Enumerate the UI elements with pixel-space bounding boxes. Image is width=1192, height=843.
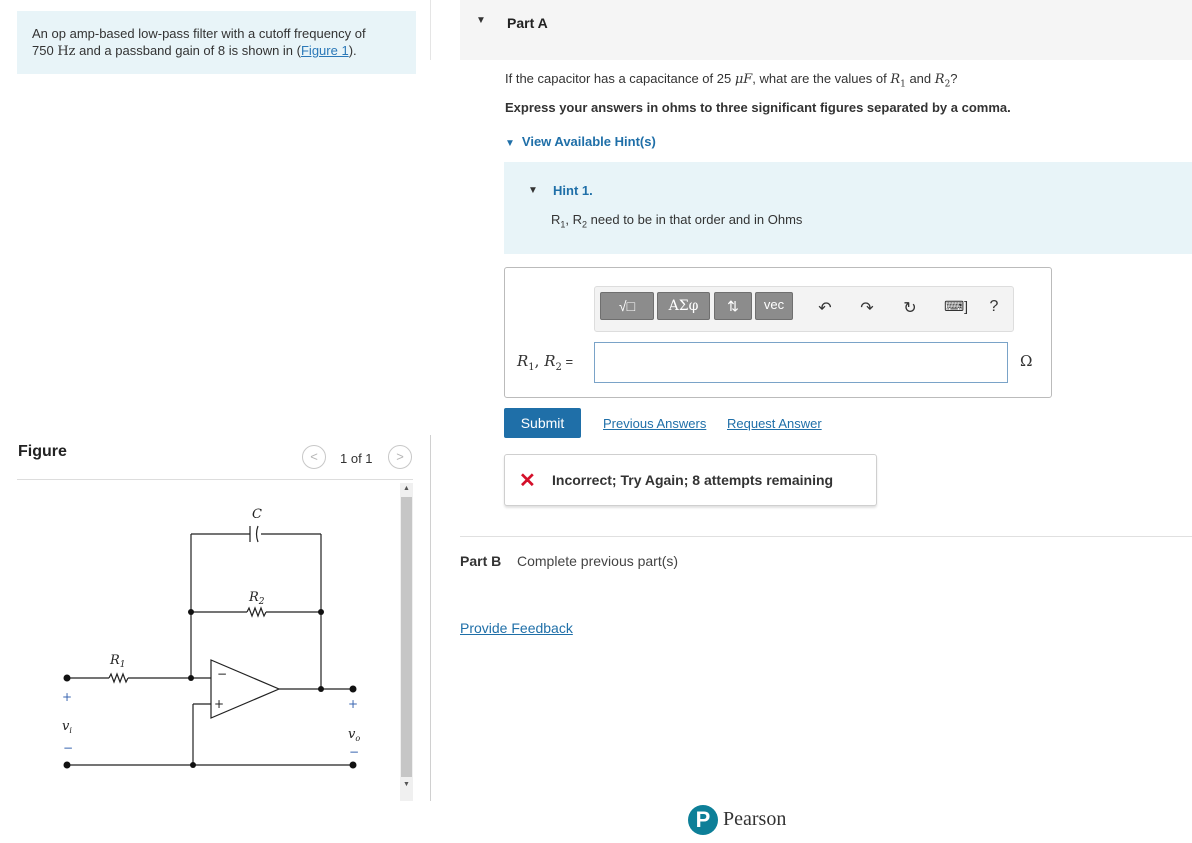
figure-counter: 1 of 1 xyxy=(340,451,373,466)
question-fragment: and xyxy=(905,71,935,86)
answer-sub: 1 xyxy=(528,362,535,373)
node-dot xyxy=(188,609,194,615)
problem-text-line2 xyxy=(32,42,416,60)
caret-down-icon[interactable]: ▼ xyxy=(528,185,538,196)
part-a-title[interactable]: Part A xyxy=(507,15,548,31)
figure-link[interactable]: Figure 1 xyxy=(300,43,349,58)
label-inverting: − xyxy=(217,667,228,681)
redo-icon[interactable]: ↷ xyxy=(860,300,874,317)
hint-text xyxy=(551,212,802,230)
hint-sub: 2 xyxy=(582,219,588,230)
var-r1-sub: 1 xyxy=(900,79,906,90)
var-r2: R xyxy=(934,72,945,87)
hint-fragment: R xyxy=(551,212,561,227)
figure-next-button[interactable] xyxy=(388,445,412,469)
terminal-vo-bottom xyxy=(350,762,357,769)
figure-heading: Figure xyxy=(18,443,67,460)
label-vo-minus: − xyxy=(349,745,360,759)
question-fragment: , what are the values of xyxy=(752,71,891,86)
figure-divider xyxy=(17,479,413,480)
previous-answers-link[interactable]: Previous Answers xyxy=(603,416,707,431)
answer-sub: 2 xyxy=(555,362,562,373)
arrows-label: ⇅ xyxy=(727,298,739,314)
chevron-left-icon: < xyxy=(310,449,318,464)
answer-equals: = xyxy=(561,354,574,369)
answer-label xyxy=(517,352,573,373)
capacitance-unit: μF xyxy=(734,72,753,87)
capacitor-plate-curved xyxy=(257,526,259,542)
view-hints-label: View Available Hint(s) xyxy=(521,134,656,149)
label-vi: $v_i$ xyxy=(62,719,72,735)
problem-frequency-unit: Hz xyxy=(57,44,76,59)
feedback-text: Incorrect; Try Again; 8 attempts remaining xyxy=(552,472,834,488)
templates-button[interactable] xyxy=(600,292,654,320)
help-button[interactable]: ? xyxy=(989,298,999,315)
node-dot xyxy=(190,762,196,768)
provide-feedback-link[interactable]: Provide Feedback xyxy=(460,620,573,636)
pearson-brand: Pearson xyxy=(723,808,787,830)
problem-text-line1: An op amp-based low-pass filter with a cutoff frequency of xyxy=(32,26,366,41)
answer-var: R xyxy=(517,352,529,370)
hint-fragment: need to be in that order and in Ohms xyxy=(587,212,803,227)
templates-label: √□ xyxy=(618,298,636,314)
request-answer-link[interactable]: Request Answer xyxy=(727,416,822,431)
part-b-divider xyxy=(460,536,1192,537)
scroll-up-icon[interactable]: ▲ xyxy=(403,485,410,492)
circuit-diagram xyxy=(17,490,397,790)
part-a-header[interactable] xyxy=(460,0,1192,60)
var-r2-sub: 2 xyxy=(944,79,951,90)
panel-divider-top xyxy=(430,0,431,60)
reset-icon[interactable]: ↻ xyxy=(903,300,917,317)
keyboard-icon[interactable]: ⌨] xyxy=(943,298,969,314)
caret-down-icon[interactable]: ▼ xyxy=(476,15,486,26)
terminal-vi-bottom xyxy=(64,762,71,769)
undo-icon[interactable]: ↶ xyxy=(818,300,832,317)
label-vi-plus: + xyxy=(62,690,73,704)
node-dot xyxy=(188,675,194,681)
vec-button[interactable] xyxy=(755,292,793,320)
part-b-label: Part B xyxy=(460,553,502,569)
label-r1: $R_1$ xyxy=(110,653,126,670)
answer-sep: , xyxy=(534,352,545,370)
hint-title[interactable]: Hint 1. xyxy=(553,183,593,198)
resistor-r2 xyxy=(247,608,266,616)
scroll-down-icon[interactable]: ▼ xyxy=(403,781,410,788)
figure-scrollbar-thumb[interactable] xyxy=(401,497,412,777)
view-hints-toggle[interactable] xyxy=(505,134,656,149)
hint-sub: 1 xyxy=(560,219,566,230)
panel-divider xyxy=(430,435,431,801)
part-b-status: Complete previous part(s) xyxy=(517,553,679,569)
answer-var: R xyxy=(544,352,556,370)
label-c: C xyxy=(252,507,262,522)
problem-statement xyxy=(17,11,416,74)
question-fragment: If the capacitor has a capacitance of 25 xyxy=(505,71,735,86)
node-dot xyxy=(318,686,324,692)
node-dot xyxy=(318,609,324,615)
caret-down-icon: ▼ xyxy=(505,138,515,149)
hint-panel xyxy=(504,162,1192,254)
answer-input[interactable] xyxy=(594,342,1008,383)
terminal-vo-top xyxy=(350,686,357,693)
question-text xyxy=(505,71,958,90)
problem-text-end: ). xyxy=(348,43,357,58)
greek-label: ΑΣφ xyxy=(668,298,699,314)
label-vo-plus: + xyxy=(348,697,359,711)
resistor-r1 xyxy=(109,674,128,682)
greek-button[interactable] xyxy=(657,292,710,320)
pearson-logo-icon: P xyxy=(688,805,718,835)
vec-label: vec xyxy=(763,297,785,312)
hint-fragment: , R xyxy=(565,212,583,227)
problem-text-fragment: and a passband gain of 8 is shown in ( xyxy=(75,43,301,58)
label-vi-minus: − xyxy=(63,741,74,755)
chevron-right-icon: > xyxy=(396,449,404,464)
terminal-vi-top xyxy=(64,675,71,682)
label-r2: $R_2$ xyxy=(249,590,265,607)
problem-frequency-value: 750 xyxy=(32,43,58,58)
question-fragment: ? xyxy=(950,71,958,86)
unit-label: Ω xyxy=(1020,352,1033,370)
figure-prev-button[interactable] xyxy=(302,445,326,469)
var-r1: R xyxy=(890,72,901,87)
instructions: Express your answers in ohms to three significant figures separated by a comma. xyxy=(505,100,1011,115)
label-noninverting: + xyxy=(214,697,225,711)
arrows-button[interactable] xyxy=(714,292,752,320)
close-icon: ✕ xyxy=(519,470,536,492)
label-vo: $v_o$ xyxy=(348,727,361,743)
submit-button[interactable]: Submit xyxy=(504,408,581,438)
